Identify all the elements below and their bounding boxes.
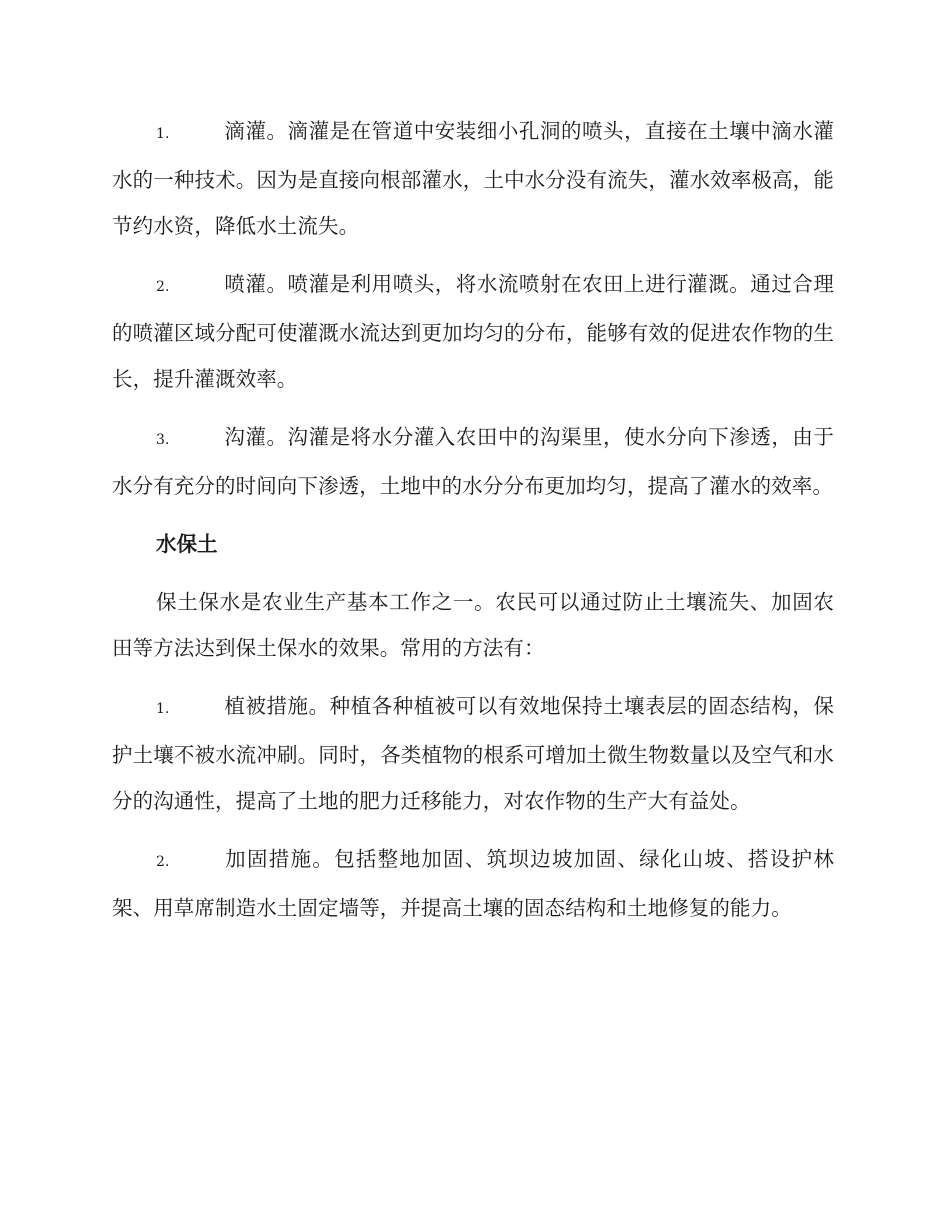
list-item-text: 沟灌。沟灌是将水分灌入农田中的沟渠里，使水分向下渗透，由于水分有充分的时间向下渗透，土地中的水分分布更加均匀，提高了灌水的效率。 bbox=[112, 425, 834, 498]
section-heading: 水保土 bbox=[156, 532, 218, 556]
list-item bbox=[112, 836, 834, 931]
list-item-text: 喷灌。喷灌是利用喷头，将水流喷射在农田上进行灌溉。通过合理的喷灌区域分配可使灌溉水流达到更加均匀的分布，能够有效的促进农作物的生长，提升灌溉效率。 bbox=[112, 272, 834, 391]
section-intro: 保土保水是农业生产基本工作之一。农民可以通过防止土壤流失、加固农田等方法达到保土保水的效果。常用的方法有： bbox=[112, 590, 834, 660]
list-item bbox=[112, 108, 834, 249]
list-item-text: 滴灌。滴灌是在管道中安装细小孔洞的喷头，直接在土壤中滴水灌水的一种技术。因为是直接向根部灌水，土中水分没有流失，灌水效率极高，能节约水资，降低水土流失。 bbox=[112, 119, 834, 238]
list-number: 3. bbox=[156, 432, 170, 448]
document-body bbox=[112, 108, 834, 943]
list-number: 1. bbox=[156, 126, 170, 142]
list-number: 1. bbox=[156, 701, 170, 717]
list-number: 2. bbox=[156, 279, 170, 295]
list-item bbox=[112, 261, 834, 402]
list-item bbox=[112, 414, 834, 509]
list-number: 2. bbox=[156, 854, 170, 870]
list-item-text: 植被措施。种植各种植被可以有效地保持土壤表层的固态结构，保护土壤不被水流冲刷。同时，各类植物的根系可增加土微生物数量以及空气和水分的沟通性，提高了土地的肥力迁移能力，对农作物的生产大有益处。 bbox=[112, 694, 834, 813]
list-item-text: 加固措施。包括整地加固、筑坝边坡加固、绿化山坡、搭设护林架、用草席制造水土固定墙等，并提高土壤的固态结构和土地修复的能力。 bbox=[112, 847, 834, 920]
list-item bbox=[112, 683, 834, 824]
